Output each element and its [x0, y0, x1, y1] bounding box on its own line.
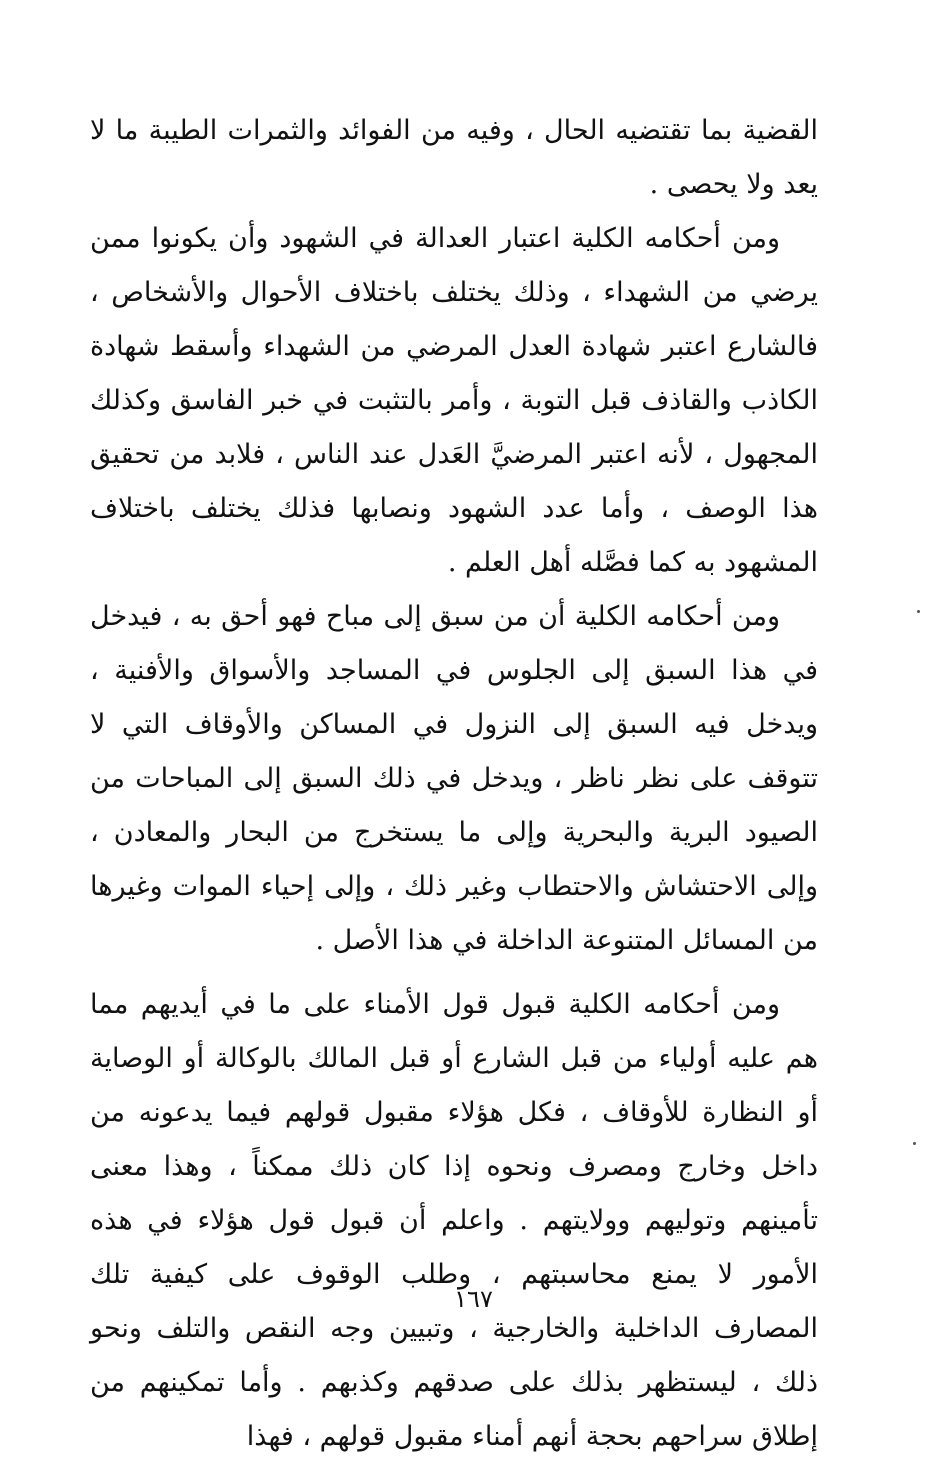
- page-number: ١٦٧: [454, 1285, 493, 1313]
- paragraph-4: ومن أحكامه الكلية قبول قول الأمناء على ما في أيديهم مما هم عليه أولياء من قبل الشارع أو قبل المالك بالوكالة أو الوصاية أو النظارة للأوقاف ، فكل هؤلاء مقبول قولهم فيما يدعونه من داخل وخارج ومصرف ونحوه إذا كان ذلك ممكناً ، وهذا معنى تأمينهم وتوليهم وولايتهم . واعلم أن قبول قول هؤلاء في هذه الأمور لا يمنع محاسبتهم ، وطلب الوقوف على كيفية تلك المصارف الداخلية والخارجية ، وتبيين وجه النقص والتلف ونحو ذلك ، ليستظهر بذلك على صدقهم وكذبهم . وأما تمكينهم من إطلاق سراحهم بحجة أنهم أمناء مقبول قولهم ، فهذا: [90, 989, 818, 1452]
- body-text: [90, 104, 818, 1464]
- margin-speck: [917, 610, 920, 613]
- paragraph-3: ومن أحكامه الكلية أن من سبق إلى مباح فهو أحق به ، فيدخل في هذا السبق إلى الجلوس في المساجد والأسواق والأفنية ، ويدخل فيه السبق إلى النزول في المساكن والأوقاف التي لا تتوقف على نظر ناظر ، ويدخل في ذلك السبق إلى المباحات من الصيود البرية والبحرية وإلى ما يستخرج من البحار والمعادن ، وإلى الاحتشاش والاحتطاب وغير ذلك ، وإلى إحياء الموات وغيرها من المسائل المتنوعة الداخلة في هذا الأصل .: [90, 601, 818, 956]
- margin-speck: [913, 1142, 916, 1145]
- paragraph-1: القضية بما تقتضيه الحال ، وفيه من الفوائد والثمرات الطيبة ما لا يعد ولا يحصى .: [90, 115, 818, 200]
- paragraph-2: ومن أحكامه الكلية اعتبار العدالة في الشهود وأن يكونوا ممن يرضي من الشهداء ، وذلك يختلف باختلاف الأحوال والأشخاص ، فالشارع اعتبر شهادة العدل المرضي من الشهداء وأسقط شهادة الكاذب والقاذف قبل التوبة ، وأمر بالتثبت في خبر الفاسق وكذلك المجهول ، لأنه اعتبر المرضيَّ العَدل عند الناس ، فلابد من تحقيق هذا الوصف ، وأما عدد الشهود ونصابها فذلك يختلف باختلاف المشهود به كما فصَّله أهل العلم .: [90, 223, 818, 578]
